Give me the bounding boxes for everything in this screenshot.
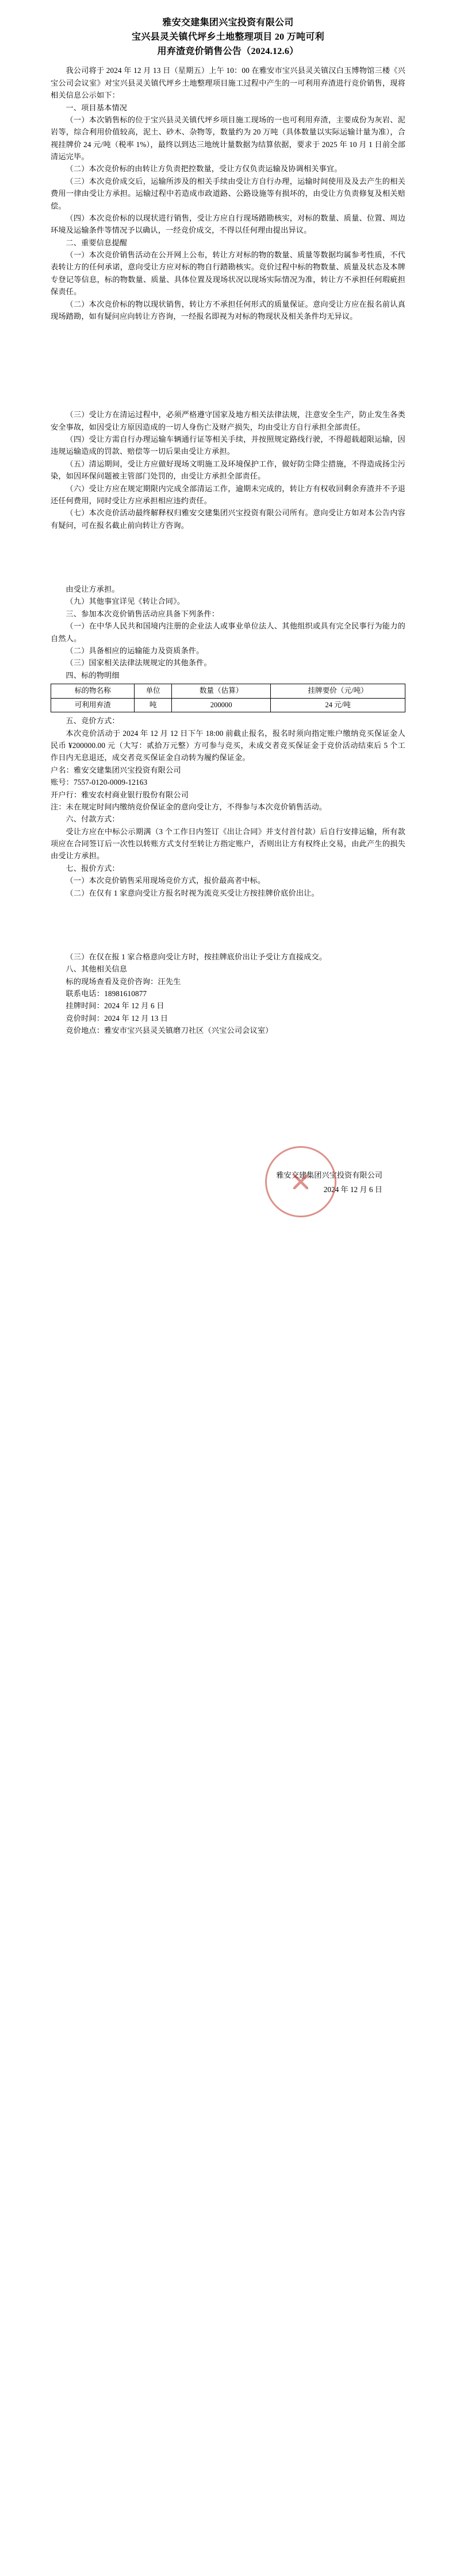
section-7-p2: （二）在仅有 1 家意向受让方报名时视为流竞买受让方按挂牌价底价出让。 bbox=[66, 888, 319, 897]
contact-phone: 联系电话：18981610877 bbox=[66, 989, 147, 998]
section-5-heading: 五、竞价方式： bbox=[66, 716, 120, 726]
bidding-date: 竞价时间：2024 年 12 月 13 日 bbox=[66, 1013, 168, 1023]
table-header-cell-0: 标的物名称 bbox=[51, 684, 135, 699]
title-line-3: 用弃渣竞价销售公告（2024.12.6） bbox=[157, 46, 299, 56]
section-6 bbox=[51, 813, 405, 862]
page-break-gap-3 bbox=[51, 899, 405, 951]
section-2-p3: （三）受让方在清运过程中，必须严格遵守国家及地方相关法律法规，注意安全生产，防止发生各类安全事故，如因受让方原因造成的一切人身伤亡及财产损失，均由受让方自行承担全部责任。 bbox=[51, 410, 405, 431]
title-line-1: 雅安交建集团兴宝投资有限公司 bbox=[162, 18, 294, 28]
account-number: 账号：7557-0120-0009-12163 bbox=[51, 778, 148, 787]
section-2-heading: 二、重要信息提醒 bbox=[66, 238, 128, 247]
section-7-heading: 七、报价方式： bbox=[66, 863, 120, 873]
table-header-cell-1: 单位 bbox=[135, 684, 172, 699]
section-2-p2: （二）本次竞价标的物以现状销售，转让方不承担任何形式的质量保证。意向受让方应在报名前认真现场踏勘，如有疑问应向转让方咨询，一经报名即视为对标的物现状及相关条件均无异议。 bbox=[51, 299, 405, 321]
section-2 bbox=[51, 237, 405, 323]
section-3-heading: 三、参加本次竞价销售活动应具备下列条件： bbox=[66, 609, 220, 618]
table-cell-3: 24 元/吨 bbox=[271, 698, 405, 712]
intro-block bbox=[51, 64, 405, 101]
section-2-tail bbox=[51, 583, 405, 608]
table-cell-2: 200000 bbox=[171, 698, 270, 712]
contact-person: 标的现场查看及竞价咨询：汪先生 bbox=[66, 977, 181, 986]
section-4 bbox=[51, 669, 405, 713]
section-7-p1: （一）本次竞价销售采用现场竞价方式，报价最高者中标。 bbox=[66, 876, 266, 885]
section-2-note: （九）其他事宜详见《转让合同》。 bbox=[66, 597, 185, 606]
section-4-heading: 四、标的物明细 bbox=[66, 670, 120, 680]
table-cell-0: 可利用弃渣 bbox=[51, 698, 135, 712]
section-1 bbox=[51, 102, 405, 237]
section-3 bbox=[51, 608, 405, 669]
section-2-p6: （六）受让方应在规定期限内完成全部清运工作，逾期未完成的，转让方有权收回剩余弃渣并不予退还任何费用，同时受让方应承担相应违约责任。 bbox=[51, 484, 405, 505]
table-header-cell-2: 数量（估算） bbox=[171, 684, 270, 699]
table-cell-1: 吨 bbox=[135, 698, 172, 712]
section-1-p2: （二）本次竞价标的由转让方负责把控数量，受让方仅负责运输及协调相关事宜。 bbox=[66, 164, 342, 173]
page-break-gap-2 bbox=[51, 531, 405, 583]
section-3-p2: （二）具备相应的运输能力及资质条件。 bbox=[66, 646, 204, 655]
account-name: 户名：雅安交建集团兴宝投资有限公司 bbox=[51, 765, 181, 774]
section-2-tail-text: 由受让方承担。 bbox=[66, 585, 120, 594]
table-row bbox=[51, 698, 405, 712]
signature-company: 雅安交建集团兴宝投资有限公司 bbox=[276, 1170, 382, 1179]
listing-date: 挂牌时间：2024 年 12 月 6 日 bbox=[66, 1001, 164, 1011]
section-2-p1: （一）本次竞价销售活动在公开网上公布，转让方对标的物的数量、质量等数据均属参考性质，不代表转让方的任何承诺，意向受让方应对标的物自行踏勘核实。竞价过程中标的物数量、质量及状态及本牌专登记等信息，标的物数量、质量、具体位置及现场状况以现场实际情况为准，转让方不承担任何瑕疵担保责任。 bbox=[51, 250, 405, 296]
section-8 bbox=[51, 963, 405, 1036]
intro-paragraph: 我公司将于 2024 年 12 月 13 日（星期五）上午 10：00 在雅安市宝兴县灵关镇汉白玉博物馆三楼《兴宝公司会议室》对宝兴县灵关镇代坪乡土地整理项目施工过程中产生的一可利用弃渣进行竞价销售，现将相关信息公示如下： bbox=[51, 66, 405, 100]
deposit-note: 注：未在规定时间内缴纳竞价保证金的意向受让方，不得参与本次竞价销售活动。 bbox=[51, 802, 327, 811]
section-7-continued bbox=[51, 951, 405, 963]
section-5 bbox=[51, 715, 405, 813]
signature-date: 2024 年 12 月 6 日 bbox=[323, 1185, 382, 1194]
section-8-heading: 八、其他相关信息 bbox=[66, 965, 128, 974]
section-1-heading: 一、项目基本情况 bbox=[66, 103, 128, 112]
section-1-p4: （四）本次竞价标的以现状进行销售，受让方应自行现场踏勘核实，对标的数量、质量、位置、周边环境及运输条件等情况予以确认，一经竞价成交，不得以任何理由提出异议。 bbox=[51, 213, 405, 235]
section-2-p7: （七）本次竞价活动最终解释权归雅安交建集团兴宝投资有限公司所有。意向受让方如对本公告内容有疑问，可在报名截止前向转让方咨询。 bbox=[51, 508, 405, 530]
signature-block bbox=[51, 1168, 405, 1197]
section-1-p3: （三）本次竞价成交后，运输所涉及的相关手续由受让方自行办理，运输时间使用及及去产生的相关费用一律由受让方承担。运输过程中若造成市政道路、公路设施等有损坏的，由受让方负责修复及相关赔偿。 bbox=[51, 176, 405, 210]
section-3-p3: （三）国家相关法律法规规定的其他条件。 bbox=[66, 658, 212, 668]
bottom-gap bbox=[51, 1037, 405, 1158]
section-2-p4: （四）受让方需自行办理运输车辆通行证等相关手续，并按照规定路线行驶，不得超载超限运输，因违规运输造成的罚款、赔偿等一切后果由受让方承担。 bbox=[51, 435, 405, 456]
price-table bbox=[51, 684, 405, 712]
section-7 bbox=[51, 862, 405, 899]
section-1-p1: （一）本次销售标的位于宝兴县灵关镇代坪乡项目施工现场的一也可利用弃渣，主要成份为灰岩、泥岩等，综合利用价值较高，泥土、砂木、杂物等，数量约为 20 万吨（具体数量以实际运输计量为准），合视挂牌价 24 元/吨（税率 1%），最终以到达三地统计量数据为结算依据，要求于 2025 年 10 月 1 日前全部清运完毕。 bbox=[51, 115, 405, 161]
title-line-2: 宝兴县灵关镇代坪乡土地整理项目 20 万吨可利 bbox=[132, 32, 324, 42]
account-bank: 开户行：雅安农村商业银行股份有限公司 bbox=[51, 790, 189, 799]
table-header-cell-3: 挂牌要价（元/吨） bbox=[271, 684, 405, 699]
page-title bbox=[51, 16, 405, 59]
section-6-p1: 受让方应在中标公示期满（3 个工作日内签订《出让合同》并支付首付款）后自行安排运输，所有款项应在合同签订后一次性以转账方式支付至转让方指定账户，否则出让方有权终止交易，由此产生的损失由受让方承担。 bbox=[51, 827, 405, 861]
section-6-heading: 六、付款方式： bbox=[66, 815, 120, 824]
section-3-p1: （一）在中华人民共和国境内注册的企业法人或事业单位法人、其他组织或具有完全民事行为能力的自然人。 bbox=[51, 622, 405, 643]
section-2-continued bbox=[51, 408, 405, 531]
page-break-gap-1 bbox=[51, 322, 405, 408]
bidding-location: 竞价地点：雅安市宝兴县灵关镇磨刀社区（兴宝公司会议室） bbox=[66, 1026, 273, 1035]
section-5-p1: 本次竞价活动于 2024 年 12 月 12 日下午 18:00 前截止报名，报名时须向指定账户缴纳竞买保证金人民币 ¥200000.00 元（大写：贰拾万元整）方可参与竞买，未成交者竞买保证金于竞价活动结束后 5 个工作日内无息退还，成交者竞买保证金自动转为履约保证金。 bbox=[51, 728, 405, 762]
table-header-row bbox=[51, 684, 405, 699]
section-2-p5: （五）清运期间，受让方应做好现场文明施工及环境保护工作，做好防尘降尘措施，不得造成扬尘污染，如因环保问题被主管部门处罚的，由受让方承担全部责任。 bbox=[51, 459, 405, 481]
section-7-p3: （三）在仅在报 1 家合格意向受让方时，按挂牌底价出让予受让方直接成交。 bbox=[66, 952, 327, 961]
